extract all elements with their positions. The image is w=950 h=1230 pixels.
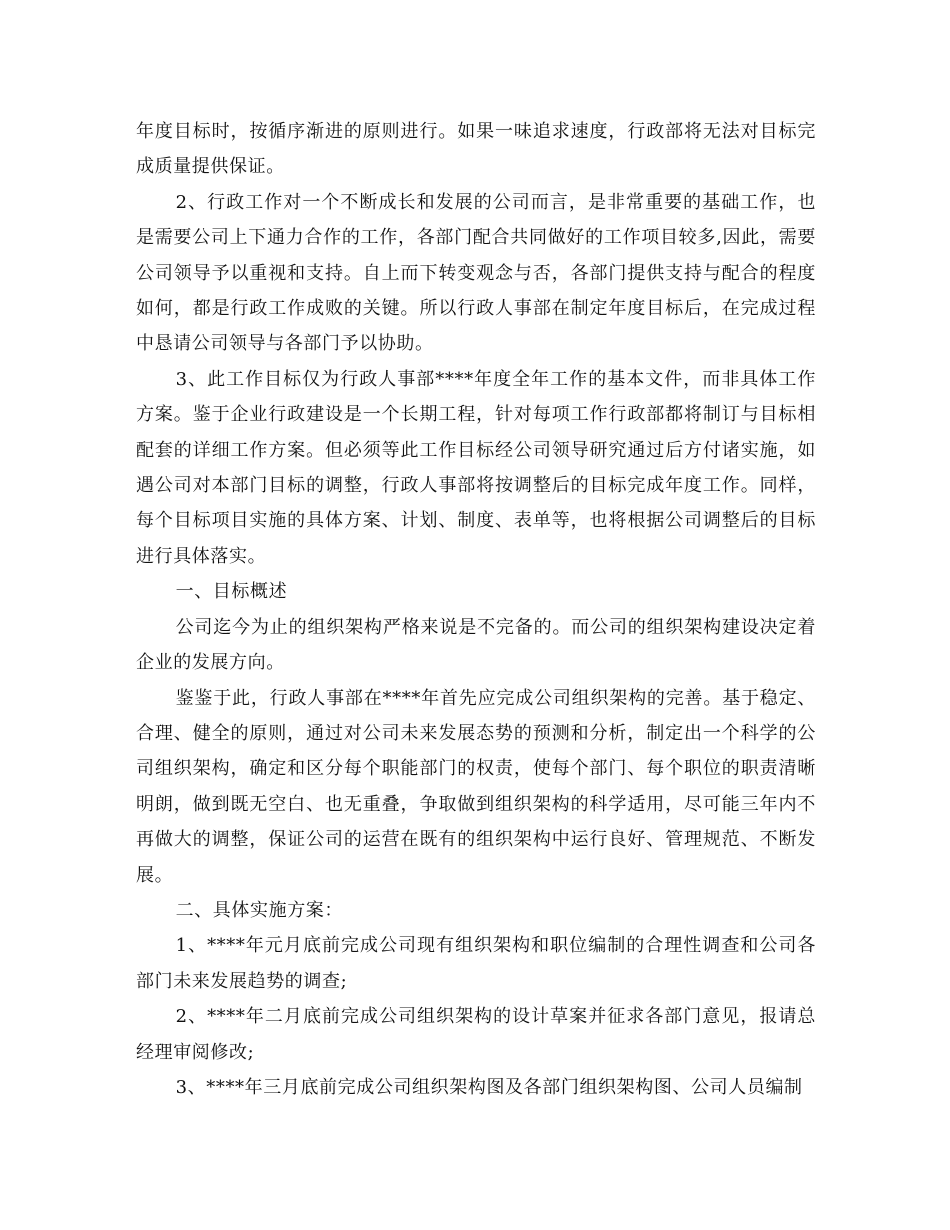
paragraph-item-2: 2、行政工作对一个不断成长和发展的公司而言，是非常重要的基础工作，也是需要公司上下通力合作的工作，各部门配合共同做好的工作项目较多,因此，需要公司领导予以重视和支持。自上而下转变观念与否，各部门提供支持与配合的程度如何，都是行政工作成败的关键。所以行政人事部在制定年度目标后，在完成过程中恳请公司领导与各部门予以协助。 bbox=[136, 191, 816, 355]
plan-item-1: 1、****年元月底前完成公司现有组织架构和职位编制的合理性调查和公司各部门未来发展趋势的调查; bbox=[136, 935, 816, 992]
paragraph-overview-detail: 鉴鉴于此，行政人事部在****年首先应完成公司组织架构的完善。基于稳定、合理、健全的原则，通过对公司未来发展态势的预测和分析，制定出一个科学的公司组织架构，确定和区分每个职能部门的权责，使每个部门、每个职位的职责清晰明朗，做到既无空白、也无重叠，争取做到组织架构的科学适用，尽可能三年内不再做大的调整，保证公司的运营在既有的组织架构中运行良好、管理规范、不断发展。 bbox=[136, 687, 816, 886]
section-heading-overview: 一、目标概述 bbox=[175, 581, 288, 603]
paragraph-item-3: 3、此工作目标仅为行政人事部****年度全年工作的基本文件，而非具体工作方案。鉴于企业行政建设是一个长期工程，针对每项工作行政部都将制订与目标相配套的详细工作方案。但必须等此工作目标经公司领导研究通过后方付诸实施，如遇公司对本部门目标的调整，行政人事部将按调整后的目标完成年度工作。同样，每个目标项目实施的具体方案、计划、制度、表单等，也将根据公司调整后的目标进行具体落实。 bbox=[136, 368, 816, 567]
paragraph-overview: 公司迄今为止的组织架构严格来说是不完备的。而公司的组织架构建设决定着企业的发展方向。 bbox=[136, 616, 816, 674]
document-body bbox=[136, 114, 816, 1105]
plan-item-2: 2、****年二月底前完成公司组织架构的设计草案并征求各部门意见，报请总经理审阅修改; bbox=[136, 1006, 816, 1063]
paragraph-continuation: 年度目标时，按循序渐进的原则进行。如果一味追求速度，行政部将无法对目标完成质量提供保证。 bbox=[136, 121, 816, 178]
plan-item-3: 3、****年三月底前完成公司组织架构图及各部门组织架构图、公司人员编制 bbox=[175, 1076, 803, 1098]
section-heading-implementation: 二、具体实施方案： bbox=[175, 899, 343, 921]
